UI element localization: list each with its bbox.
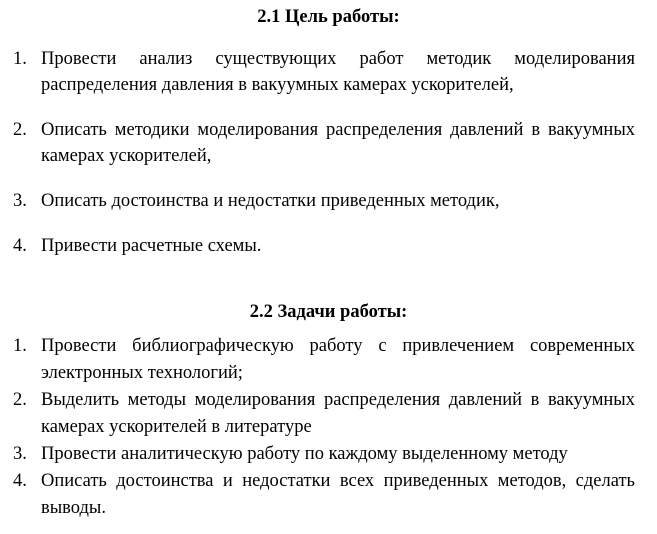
- list-item-number: 4.: [13, 471, 27, 491]
- tasks-list: [13, 333, 635, 522]
- list-item-text: Провести анализ существующих работ методик моделирования распределения давления в вакуумных камерах ускорителей,: [41, 49, 635, 95]
- list-item-number: 3.: [13, 444, 27, 464]
- list-item-text: Выделить методы моделирования распределения давлений в вакуумных камерах ускорителей в литературе: [41, 390, 635, 437]
- list-item-text: Описать достоинства и недостатки всех приведенных методов, сделать выводы.: [41, 471, 635, 518]
- list-item-text: Провести библиографическую работу с привлечением современных электронных технологий;: [41, 336, 635, 383]
- list-item: [13, 441, 635, 468]
- list-item-number: 1.: [13, 336, 27, 356]
- section-title-tasks: 2.2 Задачи работы:: [249, 302, 408, 322]
- list-item-text: Описать методики моделирования распределения давлений в вакуумных камерах ускорителей,: [41, 120, 635, 166]
- list-item-number: 4.: [13, 236, 27, 256]
- list-item-number: 3.: [13, 191, 27, 211]
- list-item-text: Провести аналитическую работу по каждому выделенному методу: [41, 444, 568, 464]
- list-item: [13, 468, 635, 522]
- list-item: [13, 333, 635, 387]
- list-item-text: Описать достоинства и недостатки приведенных методик,: [41, 191, 500, 211]
- list-item-text: Привести расчетные схемы.: [41, 236, 262, 256]
- list-item: [13, 117, 635, 169]
- list-item-number: 1.: [13, 49, 27, 69]
- list-item: [13, 387, 635, 441]
- list-item: [13, 188, 635, 214]
- section-title-goals: 2.1 Цель работы:: [257, 7, 400, 27]
- list-item: [13, 46, 635, 98]
- list-item-number: 2.: [13, 120, 27, 140]
- list-item-number: 2.: [13, 390, 27, 410]
- list-item: [13, 233, 635, 259]
- goals-list: [13, 46, 635, 278]
